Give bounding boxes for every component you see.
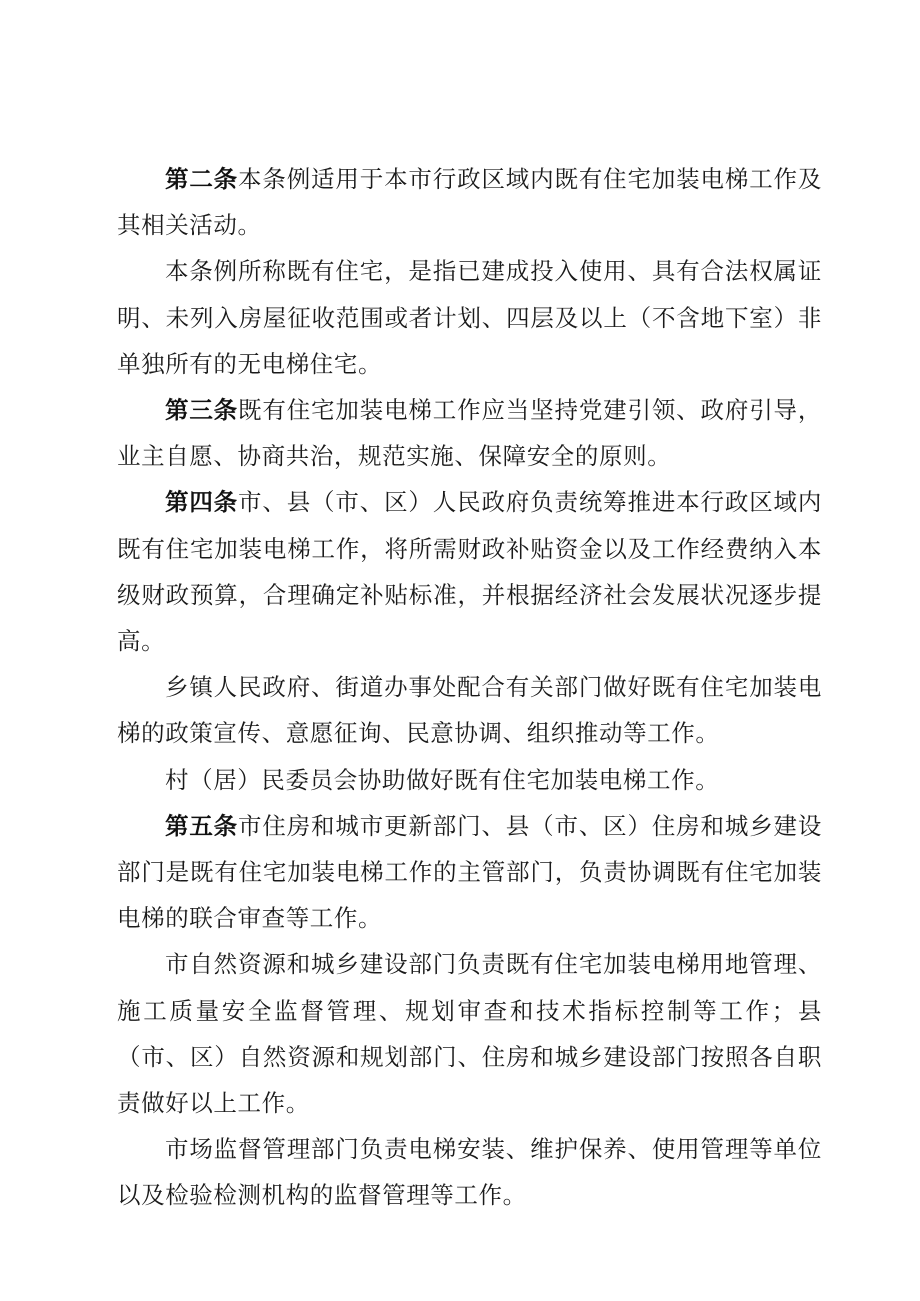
article-number: 第二条 xyxy=(165,165,239,193)
paragraph-article-3 xyxy=(117,387,822,479)
paragraph-existing-housing-definition xyxy=(117,248,822,387)
paragraph-article-2 xyxy=(117,156,822,248)
paragraph-market-supervision xyxy=(117,1126,822,1218)
paragraph-article-5 xyxy=(117,803,822,942)
paragraph-text: 本条例所称既有住宅，是指已建成投入使用、具有合法权属证明、未列入房屋征收范围或者计划、四层及以上（不含地下室）非单独所有的无电梯住宅。 xyxy=(117,257,822,378)
article-number: 第四条 xyxy=(165,488,239,517)
paragraph-text: 市、县（市、区）人民政府负责统筹推进本行政区域内既有住宅加装电梯工作，将所需财政补贴资金以及工作经费纳入本级财政预算，合理确定补贴标准，并根据经济社会发展状况逐步提高。 xyxy=(117,488,822,656)
paragraph-township-government xyxy=(117,664,822,756)
document-body xyxy=(117,156,822,1219)
paragraph-text: 市场监督管理部门负责电梯安装、维护保养、使用管理等单位以及检验检测机构的监督管理等工作。 xyxy=(117,1135,822,1210)
paragraph-text: 乡镇人民政府、街道办事处配合有关部门做好既有住宅加装电梯的政策宣传、意愿征询、民意协调、组织推动等工作。 xyxy=(117,673,822,748)
paragraph-text: 市自然资源和城乡建设部门负责既有住宅加装电梯用地管理、施工质量安全监督管理、规划审查和技术指标控制等工作；县（市、区）自然资源和规划部门、住房和城乡建设部门按照各自职责做好以上工作。 xyxy=(117,950,822,1118)
paragraph-text: 既有住宅加装电梯工作应当坚持党建引领、政府引导，业主自愿、协商共治，规范实施、保障安全的原则。 xyxy=(117,396,822,471)
article-number: 第三条 xyxy=(165,396,239,425)
article-number: 第五条 xyxy=(165,811,239,840)
paragraph-text: 村（居）民委员会协助做好既有住宅加装电梯工作。 xyxy=(165,765,720,794)
paragraph-village-committee xyxy=(117,757,822,803)
paragraph-text: 本条例适用于本市行政区域内既有住宅加装电梯工作及其相关活动。 xyxy=(117,165,822,240)
paragraph-article-4 xyxy=(117,479,822,664)
paragraph-text: 市住房和城市更新部门、县（市、区）住房和城乡建设部门是既有住宅加装电梯工作的主管部门，负责协调既有住宅加装电梯的联合审查等工作。 xyxy=(117,811,822,933)
paragraph-natural-resources-dept xyxy=(117,941,822,1126)
